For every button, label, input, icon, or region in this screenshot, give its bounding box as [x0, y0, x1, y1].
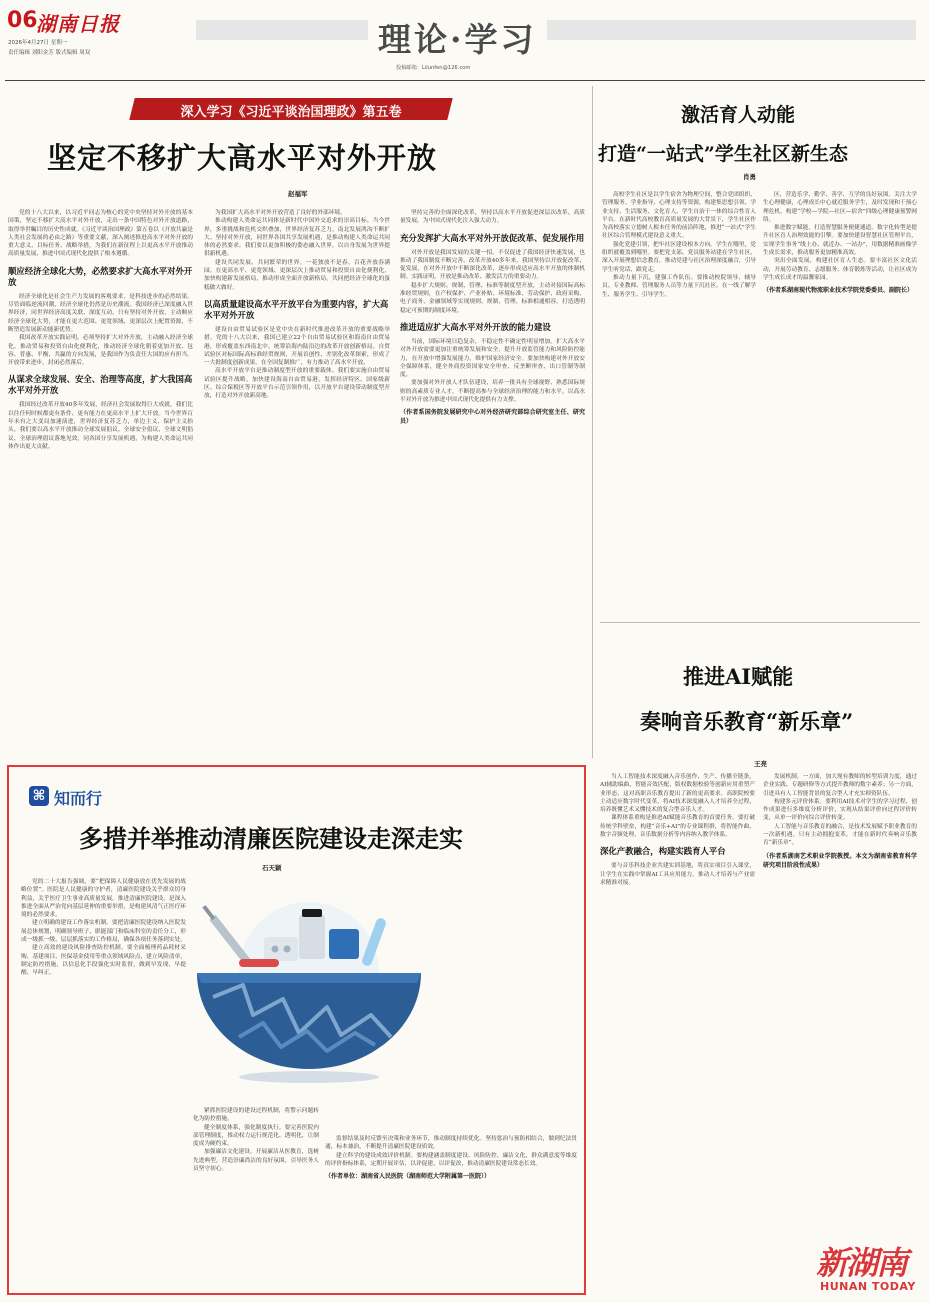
- lead-column-2: [204, 209, 390, 756]
- paragraph: 经济全球化是社会生产力发展的客观要求，是科技进步的必然结果。尽管面临逆流回潮，经济全球化仍然是历史潮流。我国经济已深度融入世界经济，同世界经济高度关联、深度互动，只有坚持对外开放、主动顺应经济全球化大势，才能在更大范围、更宽领域、更深层次上配置资源，不断塑造发展新动能新优势。: [8, 293, 193, 333]
- paragraph: 强化党建引领，把牢社区建设根本方向。学生在哪里，党组织就覆盖到哪里。要把党支部、党员服务站建在学生社区，深入开展理想信念教育，推动党建与社区治理深度融合，引导学生听党话、跟党走。: [602, 241, 756, 273]
- series-banner-text: 深入学习《习近平谈治国理政》第五卷: [180, 105, 402, 120]
- paragraph: 区，营造乐学、勤学、善学、互学的良好氛围。关注大学生心理健康，心理成长中心就近服务学生，及时发现和干预心理危机，构建“学校—学院—社区—宿舍”四级心理健康预警网络。: [763, 192, 917, 223]
- paragraph: 当前，国际环境日趋复杂，不稳定性不确定性明显增加。扩大高水平对外开放需要更加注重统筹发展和安全，提升开放监管能力和风险防控能力，在开放中增强发展能力，维护国家经济安全。要加快构建对外开放安全保障体系，健全外商投资国家安全审查、反垄断审查、出口管制等制度。: [400, 338, 585, 379]
- right1-title-line1: 激活育人动能: [681, 104, 796, 126]
- syringe-plunger-icon: [202, 905, 215, 920]
- feature-logo-icon: ⌘: [29, 786, 49, 806]
- paragraph: 为我国扩大高水平对外开放营造了良好的外部环境。: [215, 210, 346, 216]
- paragraph: 人工智能与音乐教育的融合，是技术发展赋予职业教育的一次新机遇。只有主动拥抱变革，才能在新时代奏响音乐教育“新乐章”。: [763, 823, 917, 847]
- feature-title: 多措并举推动清廉医院建设走深走实: [79, 824, 463, 853]
- paragraph: 我国经过改革开放40多年发展，经济社会发展取得巨大成就，我们比以往任何时候都更有条件、更有能力在更高水平上扩大开放。当今世界百年未有之大变局加速演进，世界经济复苏乏力，单边主义、保护主义抬头。我们要以高水平开放推动全球发展倡议、全球安全倡议、全球文明倡议、全球治理倡议落地见效，同各国分享发展机遇，为构建人类命运共同体作出更大贡献。: [8, 402, 193, 450]
- right-section-divider: [600, 622, 920, 623]
- author-note: （作者系国务院发展研究中心对外经济研究部综合研究室主任、研究员）: [400, 409, 585, 426]
- paragraph: 发展机制。一方面，加大现有教师的转型培训力度，通过企业实践、专题研修等方式提升教师的数字素养；另一方面，引进具有人工智能背景的复合型人才充实师资队伍。: [763, 774, 917, 797]
- paragraph: 党的十八大以来，以习近平同志为核心的党中央坚持对外开放的基本国策，坚定不移扩大高水平对外开放，走出一条中国特色对外开放道路，取得举世瞩目的历史性成就。《习近平谈治国理政》第五卷以《开放共赢是人类社会发展的必由之路》等重要文献，深入阐述推进高水平对外开放的重大意义、目标任务、战略举措，为我们在新征程上以更高水平开放推动高质量发展、推进中国式现代化提供了根本遵循。: [8, 210, 193, 258]
- bowl-highlight: [197, 973, 421, 983]
- right1-column-1: [602, 191, 756, 621]
- right1-author: 肖勇: [743, 173, 756, 181]
- paragraph: 当人工智能技术深度融入音乐创作、生产、传播全链条，AI辅助编曲、智能音效匹配、版权数据校验等创新应用重塑产业形态，这对高职音乐教育提出了新的更高要求。高职院校要主动适应数字时代变革，将AI技术深度融入人才培养全过程，培养既懂艺术又懂技术的复合型音乐人才。: [600, 774, 755, 814]
- paragraph: 党的二十大报告强调，要“把保障人民健康放在优先发展的战略位置”。医院是人民健康的守护者，清廉医院建设关乎群众切身利益，关乎医疗卫生事业高质量发展。推进清廉医院建设，是深入推进全面从严治党向基层延伸的重要举措，是构建风清气正医疗环境的必然要求。: [21, 879, 186, 919]
- vertical-divider: [592, 86, 593, 758]
- subheading: 深化产教融合，构建实践育人平台: [600, 846, 726, 857]
- paragraph: 推动力量下沉，建强工作队伍。要推动校院领导、辅导员、专业教师、管理服务人员等力量下沉社区，在一线了解学生、服务学生、引导学生。: [602, 274, 756, 298]
- page-number: 06: [7, 8, 38, 33]
- paragraph: 构建多元评价体系。要利用AI技术对学生的学习过程、创作成果进行多维度分析评价，实现从结果评价向过程评价转变，从单一评价向综合评价转变。: [763, 798, 917, 822]
- paragraph: 我国改革开放实践证明，必须坚持扩大对外开放，主动融入经济全球化。推动贸易和投资自由化便利化，推动经济全球化朝着更加开放、包容、普惠、平衡、共赢的方向发展，是我国作为负责任大国的应有担当。开放带来进步，封闭必然落后。: [8, 335, 193, 367]
- paper-name-logo: 湖南日报: [36, 12, 120, 36]
- lead-column-3: [400, 209, 585, 756]
- capsule-icon: [284, 946, 291, 953]
- paragraph: 建立高效的建设风险排查防控机制。要全面梳理药品耗材采购、基建项目、医保基金使用等重点领域风险点，建立风险清单，制定防控措施，以信息化手段强化实时监督，做到早发现、早提醒、早纠正。: [21, 945, 186, 977]
- author-note: （作者系湖南现代物流职业技术学院党委委员、副院长）: [763, 287, 914, 295]
- paragraph: 坚持完善的全面深化改革，坚持以高水平开放促进深层次改革、高质量发展，为中国式现代化注入强大动力。: [400, 210, 585, 225]
- capsule-icon: [272, 946, 279, 953]
- feature-logo-text: 知而行: [54, 789, 103, 808]
- feature-author: 石天颖: [262, 864, 282, 872]
- lead-author: 赵福军: [288, 190, 308, 198]
- right2-author: 王亮: [754, 760, 767, 768]
- masthead-divider: [5, 80, 925, 81]
- right2-column-2: [763, 773, 917, 1243]
- medical-bowl-illustration: [179, 877, 429, 1117]
- paragraph: 高校学生社区是以学生宿舍为物理空间，整合党团组织、管理服务、学业指导、心理支持等资源，构建集思想引领、学业支持、生活服务、文化育人、学生自治于一体的综合性育人平台。在新时代高校教育高质量发展的大背景下，学生社区作为高校落实立德树人根本任务的前沿阵地，推进“一站式”学生社区综合管理模式建设意义重大。: [602, 192, 756, 240]
- paragraph: 推进数字赋能，打造智慧服务便捷通道。数字化转型是提升社区育人治理效能的引擎。要加快建设智慧社区管理平台，实现学生事务“线上办、就近办、一站办”，用数据精准画像学生成长需求，推动服务更加精准高效。: [763, 225, 917, 257]
- contribution-email: 投稿邮箱：Lilunfen@126.com: [396, 65, 471, 71]
- paragraph: 课程体系重构是推进AI赋能音乐教育的首要任务。要打破传统学科壁垒，构建“音乐+AI”的专业课程群，将智能作曲、数字音频处理、音乐数据分析等内容纳入教学体系。: [600, 815, 755, 839]
- lead-column-1: [8, 209, 193, 756]
- watermark-english: HUNAN TODAY: [820, 1280, 916, 1293]
- paragraph: 要加强对外开放人才队伍建设，培养一批具有全球视野、熟悉国际规则的高素质专业人才，不断提高参与全球经济治理的能力和水平，以高水平对外开放为推进中国式现代化提供有力支撑。: [400, 380, 585, 404]
- paragraph: 建设共同发展、共同繁荣的世界。一花独放不是春，百花齐放春满园。在更高水平、更宽领域、更深层次上推动贸易和投资自由化便利化，加快构建新发展格局，推动形成全面开放新格局，共同把经济全球化的蛋糕做大做好。: [204, 259, 390, 291]
- paragraph: 推动构建人类命运共同体是新时代中国外交追求的崇高目标。当今世界，多重挑战和危机交织叠加，世界经济复苏乏力，南北发展鸿沟不断扩大。坚持对外开放，同世界各国共享发展机遇，是推动构建人类命运共同体的必然要求。我们要以更加积极的姿态融入世界，以自身发展为世界提供新机遇。: [204, 218, 390, 258]
- feature-box: [7, 765, 586, 1295]
- paragraph: 建立明确的建设工作落实机制。要把清廉医院建设纳入医院发展总体规划，明确领导班子、职能部门和临床科室的责任分工，形成一级抓一级、层层抓落实的工作格局，确保各项任务落到实处。: [21, 920, 186, 944]
- newspaper-watermark: [812, 1238, 924, 1298]
- paragraph: 加强廉洁文化建设。开展廉洁从医教育，选树先进典型，营造崇廉尚洁的良好氛围，引导医务人员坚守初心。: [193, 1149, 319, 1173]
- subheading: 推进适应扩大高水平对外开放的能力建设: [400, 321, 551, 332]
- bowl-shadow: [239, 1071, 379, 1083]
- paragraph: 要与音乐科技企业共建实训基地，将真实项目引入课堂，让学生在实践中掌握AI工具应用能力，推动人才培养与产业需求精准对接。: [600, 863, 755, 886]
- paragraph: 紧抓医院建设的建设过程机制，将警示问题转化为防控措施。: [193, 1108, 319, 1123]
- paragraph: 监督结果及时反馈至决策和业务环节，推动制度持续优化。坚持惩治与预防相结合，做到纪法贯通、标本兼治，不断提升清廉医院建设质效。: [325, 1136, 577, 1151]
- bottle-cap-icon: [302, 909, 322, 917]
- subheading: 从谋求全球发展、安全、治理等高度，扩大我国高水平对外开放: [8, 374, 193, 396]
- masthead: [0, 0, 929, 72]
- paragraph: 建立科学的建设成效评价机制。要构建涵盖制度建设、风险防控、廉洁文化、群众满意度等维度的评价指标体系，定期开展评估，以评促建、以评促改，推动清廉医院建设常态长效。: [325, 1152, 577, 1167]
- paragraph: 高水平开放平台是推动制度型开放的重要载体。我们要实施自由贸易试验区提升战略，加快建设海南自由贸易港，发挥经济特区、国家级新区、综合保税区等开放平台示范引领作用，以开放平台建设带动制度型开放，打造对外开放新高地。: [204, 368, 390, 400]
- feature-column-2: [193, 1107, 319, 1287]
- ambient-bubble: [219, 889, 299, 907]
- paragraph: 建设自由贸易试验区是党中央在新时代推进改革开放的重要战略举措。党的十八大以来，我国已建立22个自由贸易试验区和海南自由贸易港，形成覆盖东西南北中、统筹沿海内陆沿边的改革开放创新格局。自贸试验区对标国际高标准经贸规则，开展首创性、差别化改革探索，形成了一大批制度创新成果，在全国复制推广，有力推动了高水平开放。: [204, 326, 390, 367]
- paragraph: 稳步扩大规则、规制、管理、标准等制度型开放，主动对接国际高标准经贸规则，在产权保护、产业补贴、环境标准、劳动保护、政府采购、电子商务、金融领域等实现规则、规制、管理、标准相通相容，打造透明稳定可预期的制度环境。: [400, 282, 585, 314]
- right2-title-line1: 推进AI赋能: [683, 664, 794, 689]
- subheading: 以高质量建设高水平开放平台为重要内容，扩大高水平对外开放: [204, 298, 389, 320]
- right1-column-2: [763, 191, 917, 621]
- author-note: （作者系湖南艺术职业学院教授。本文为湖南省教育科学研究项目阶段性成果）: [763, 852, 917, 869]
- pill-box-icon: [329, 929, 359, 959]
- feature-logo: [29, 785, 119, 807]
- watermark-chinese: 新湖南: [816, 1244, 907, 1282]
- feature-column-1: [21, 878, 186, 1288]
- author-note: （作者单位：湖南省人民医院（湖南师范大学附属第一医院））: [325, 1173, 491, 1181]
- paragraph: 突出全面发展，构建社区育人生态。要丰富社区文化活动，开展劳动教育、志愿服务、体育锻炼等活动，让社区成为学生成长成才的温馨家园。: [763, 258, 917, 281]
- medicine-bottle-icon: [299, 915, 325, 959]
- right2-title-line2: 奏响音乐教育“新乐章”: [640, 709, 854, 734]
- lead-title: 坚定不移扩大高水平对外开放: [47, 141, 438, 175]
- right2-column-1: [600, 773, 755, 1293]
- editors-line: 责任编辑 刘阳金芳 版式编辑 周双: [8, 50, 91, 56]
- paragraph: 健全制度体系，强化制度执行。要完善医院内部管理制度，推动权力运行规范化、透明化，让制度成为硬约束。: [193, 1124, 319, 1148]
- date-line: 2026年4月27日 星期一: [8, 40, 68, 46]
- subheading: 顺应经济全球化大势，必然要求扩大高水平对外开放: [8, 265, 193, 287]
- section-title: 理论·学习: [368, 14, 547, 61]
- blister-pack-icon: [264, 937, 298, 961]
- section-bar: [196, 20, 916, 40]
- pill-strip-icon: [239, 959, 279, 967]
- subheading: 充分发挥扩大高水平对外开放促改革、促发展作用: [400, 232, 585, 243]
- right1-title-line2: 打造“一站式”学生社区新生态: [598, 143, 848, 165]
- feature-column-3: [325, 1135, 577, 1287]
- paragraph: 对外开放是我国发展的关键一招。不仅促进了我国经济快速发展，也推动了我国制度不断完善。改革开放40多年来，我国坚持以开放促改革、促发展，在对外开放中不断深化改革，逐步形成适应高水平开放的体制机制。实践证明，开放是推动改革、激发活力的重要动力。: [400, 249, 585, 281]
